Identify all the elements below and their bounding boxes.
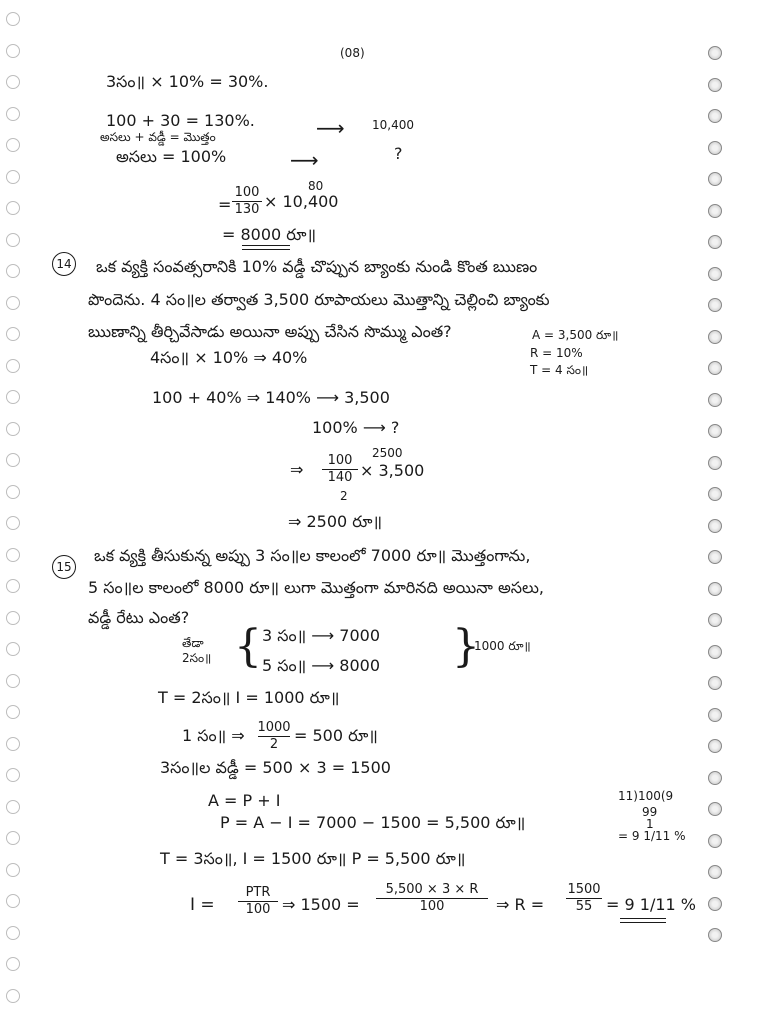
binder-hole xyxy=(708,519,722,533)
page-number: (08) xyxy=(340,46,365,60)
binder-hole xyxy=(708,172,722,186)
formula-R: ⇒ R = xyxy=(496,895,545,914)
binder-hole xyxy=(6,233,20,247)
binder-hole xyxy=(708,235,722,249)
result-8000: = 8000 రూ॥ xyxy=(222,225,317,244)
binder-hole xyxy=(6,548,20,562)
binder-hole xyxy=(708,204,722,218)
one-year: 1 సం॥ ⇒ xyxy=(182,726,245,745)
binder-hole xyxy=(6,516,20,530)
binder-hole xyxy=(708,298,722,312)
fraction-1-mult: × 10,400 xyxy=(264,192,339,211)
binder-hole xyxy=(708,267,722,281)
formula-P: P = A − I = 7000 − 1500 = 5,500 రూ॥ xyxy=(220,813,526,832)
binder-hole xyxy=(708,802,722,816)
binder-hole xyxy=(708,361,722,375)
binder-hole xyxy=(708,739,722,753)
table-row-1: 3 సం॥ ⟶ 7000 xyxy=(262,626,381,645)
binder-hole xyxy=(708,708,722,722)
line-1: 3సం॥ × 10% = 30%. xyxy=(106,72,269,91)
binder-hole xyxy=(6,453,20,467)
binder-hole xyxy=(6,579,20,593)
arrow-2: ⟶ xyxy=(290,148,319,172)
underline-final-b xyxy=(620,922,666,923)
q15-text-2: 5 సం॥ల కాలంలో 8000 రూ॥ లుగా మొత్తంగా మారినది అయినా అసలు, xyxy=(88,578,544,597)
binder-hole xyxy=(708,582,722,596)
side-division-1: 11)100(9 xyxy=(618,789,674,803)
binder-hole xyxy=(6,201,20,215)
q15-summary: T = 3సం॥, I = 1500 రూ॥ P = 5,500 రూ॥ xyxy=(160,849,466,868)
binder-hole xyxy=(6,264,20,278)
q14-text-3: ఋణాన్ని తీర్చివేసాడు అయినా అప్పు చేసిన సొమ్ము ఎంత? xyxy=(88,322,452,341)
fraction-2-mult: × 3,500 xyxy=(360,461,425,480)
label-teda: తేడా xyxy=(182,636,204,650)
binder-hole xyxy=(6,12,20,26)
binder-hole xyxy=(708,865,722,879)
q14-given-A: A = 3,500 రూ॥ xyxy=(532,328,619,342)
q15-T-I: T = 2సం॥ I = 1000 రూ॥ xyxy=(158,688,340,707)
binder-hole xyxy=(6,422,20,436)
binder-hole xyxy=(708,897,722,911)
binder-hole xyxy=(708,393,722,407)
cancel-2: 2 xyxy=(340,489,348,503)
binder-hole xyxy=(6,107,20,121)
binder-hole xyxy=(6,674,20,688)
binder-hole xyxy=(708,771,722,785)
binder-hole xyxy=(6,390,20,404)
q14-step-2: 100 + 40% ⇒ 140% ⟶ 3,500 xyxy=(152,388,390,407)
fraction-ptr: PTR 100 xyxy=(238,886,278,918)
q14-given-R: R = 10% xyxy=(530,346,583,360)
binder-hole xyxy=(6,296,20,310)
binder-hole xyxy=(6,800,20,814)
final-rate: = 9 1/11 % xyxy=(606,895,696,914)
binder-hole xyxy=(6,75,20,89)
binder-hole xyxy=(6,926,20,940)
binder-hole xyxy=(6,989,20,1003)
binder-hole xyxy=(708,78,722,92)
binder-hole xyxy=(6,44,20,58)
q14-text-2: పొందెను. 4 సం॥ల తర్వాత 3,500 రూపాయలు మొత్తాన్ని చెల్లించి బ్యాంకు xyxy=(88,290,550,309)
binder-hole xyxy=(6,737,20,751)
q14-step-3: 100% ⟶ ? xyxy=(312,418,400,437)
equals-sign: = xyxy=(218,195,232,214)
fraction-R: 1500 55 xyxy=(567,882,601,915)
underline-1 xyxy=(242,245,290,246)
underline-final xyxy=(620,918,666,919)
q14-text-1: ఒక వ్యక్తి సంవత్సరానికి 10% వడ్డీ చొప్పున బ్యాంకు నుండి కొంత ఋణం xyxy=(96,257,538,276)
line-2-sub: అసలు + వడ్డీ = మొత్తం xyxy=(100,130,216,144)
q15-text-3: వడ్డీ రేటు ఎంత? xyxy=(88,608,190,627)
binder-hole xyxy=(6,831,20,845)
line-2-value: 10,400 xyxy=(372,118,414,132)
binder-hole xyxy=(708,613,722,627)
cancel-2500: 2500 xyxy=(372,446,403,460)
binder-hole xyxy=(6,642,20,656)
arrow-1: ⟶ xyxy=(316,116,345,140)
q14-given-T: T = 4 సం॥ xyxy=(530,363,589,377)
binder-hole xyxy=(708,928,722,942)
binder-hole xyxy=(6,359,20,373)
cancel-80: 80 xyxy=(308,179,324,193)
binder-hole xyxy=(708,330,722,344)
question-14-badge: 14 xyxy=(52,252,76,276)
binder-hole xyxy=(708,676,722,690)
table-row-2: 5 సం॥ ⟶ 8000 xyxy=(262,656,381,675)
q15-text-1: ఒక వ్యక్తి తీసుకున్న అప్పు 3 సం॥ల కాలంలో 7000 రూ॥ మొత్తంగాను, xyxy=(94,546,531,565)
fraction-expanded: 5,500 × 3 × R 100 xyxy=(376,883,488,915)
binder-hole xyxy=(708,424,722,438)
question-15-badge: 15 xyxy=(52,555,76,579)
binder-hole xyxy=(6,170,20,184)
binder-hole xyxy=(6,957,20,971)
fraction-1: 100 130 xyxy=(232,186,262,218)
q14-step-1: 4సం॥ × 10% ⇒ 40% xyxy=(150,348,308,367)
implies-1: ⇒ xyxy=(290,460,304,479)
binder-hole xyxy=(6,768,20,782)
one-year-result: = 500 రూ॥ xyxy=(294,726,378,745)
fraction-2: 100 140 xyxy=(322,454,358,486)
difference: 1000 రూ॥ xyxy=(474,639,531,653)
binder-hole xyxy=(708,487,722,501)
right-brace: } xyxy=(452,621,480,672)
line-3-q: ? xyxy=(394,144,403,163)
binder-hole xyxy=(6,485,20,499)
side-result: = 9 1/11 % xyxy=(618,829,686,843)
left-brace: { xyxy=(234,621,262,672)
binder-hole xyxy=(6,138,20,152)
binder-hole xyxy=(708,645,722,659)
left-binder-holes xyxy=(2,0,22,1024)
binder-hole xyxy=(6,327,20,341)
right-binder-holes xyxy=(704,0,724,1024)
binder-hole xyxy=(6,863,20,877)
result-2500: ⇒ 2500 రూ॥ xyxy=(288,512,383,531)
binder-hole xyxy=(708,109,722,123)
binder-hole xyxy=(708,141,722,155)
line-2: 100 + 30 = 130%. xyxy=(106,111,255,130)
side-division-3: 1 xyxy=(646,817,654,831)
binder-hole xyxy=(708,46,722,60)
binder-hole xyxy=(708,456,722,470)
binder-hole xyxy=(6,705,20,719)
formula-A: A = P + I xyxy=(208,791,281,810)
line-3: అసలు = 100% xyxy=(116,147,227,166)
binder-hole xyxy=(6,611,20,625)
side-division-2: 99 xyxy=(642,805,658,819)
underline-1b xyxy=(242,249,290,250)
binder-hole xyxy=(6,894,20,908)
formula-mid: ⇒ 1500 = xyxy=(282,895,360,914)
binder-hole xyxy=(708,834,722,848)
binder-hole xyxy=(708,550,722,564)
fraction-3: 1000 2 xyxy=(257,720,291,753)
label-2sam: 2సం॥ xyxy=(182,651,212,665)
three-year-interest: 3సం॥ల వడ్డీ = 500 × 3 = 1500 xyxy=(160,758,391,777)
formula-I: I = xyxy=(190,895,215,915)
